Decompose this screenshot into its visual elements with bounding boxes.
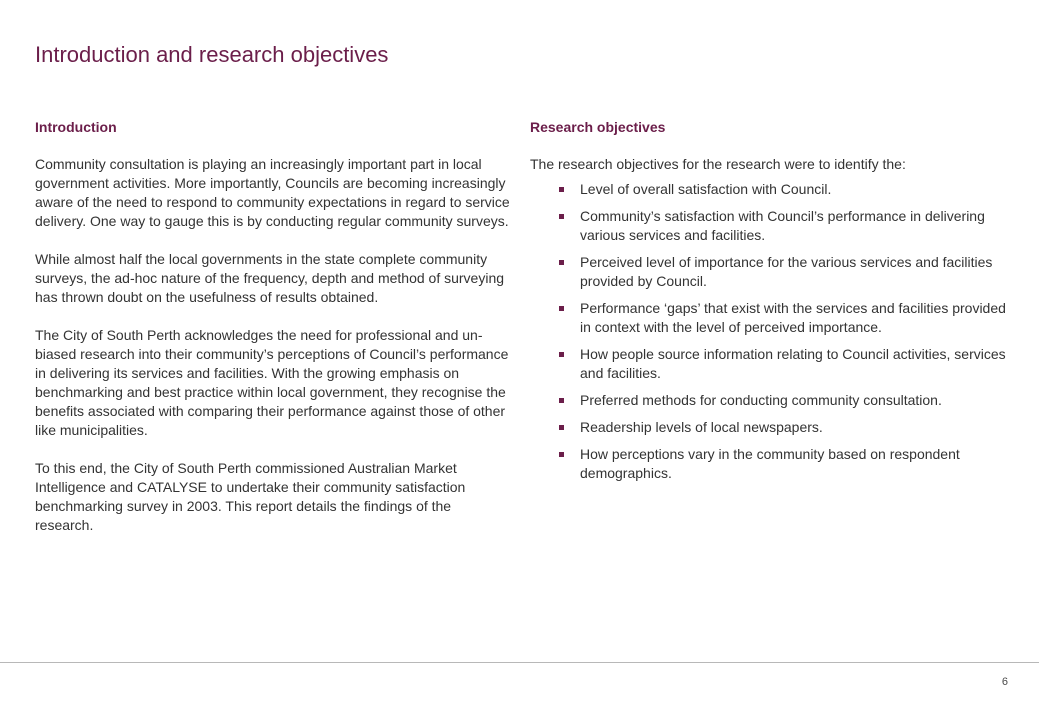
objective-text: Community’s satisfaction with Council’s performance in delivering various services and facilities. [580, 208, 985, 243]
square-bullet-icon [559, 260, 564, 265]
introduction-paragraph-4: To this end, the City of South Perth commissioned Australian Market Intelligence and CATALYSE to undertake their community satisfaction benchmarking survey in 2003. This report details the findings of the research. [35, 460, 466, 533]
objective-item [530, 253, 1010, 291]
objective-text: Level of overall satisfaction with Council. [580, 181, 832, 197]
square-bullet-icon [559, 352, 564, 357]
objectives-list [530, 180, 1010, 483]
research-objectives-intro: The research objectives for the research were to identify the: [530, 156, 906, 172]
objective-text: Readership levels of local newspapers. [580, 419, 823, 435]
objective-item [530, 345, 1010, 383]
page-number: 6 [1001, 676, 1008, 688]
objective-item [530, 207, 1010, 245]
objective-item [530, 445, 1010, 483]
footer-divider [0, 662, 1039, 663]
objective-item [530, 180, 1010, 199]
research-objectives-heading: Research objectives [530, 119, 666, 135]
objective-text: Preferred methods for conducting community consultation. [580, 392, 942, 408]
introduction-section [35, 118, 513, 554]
objective-item [530, 418, 1010, 437]
objective-text: How people source information relating to Council activities, services and facilities. [580, 346, 1006, 381]
square-bullet-icon [559, 425, 564, 430]
introduction-paragraph-1: Community consultation is playing an increasingly important part in local government activities. More importantly, Councils are becoming increasingly aware of the need to respond to community expectations in regard to service delivery. One way to gauge this is by conducting regular community surveys. [35, 156, 510, 229]
introduction-paragraph-3: The City of South Perth acknowledges the need for professional and un-biased research into their community’s perceptions of Council’s performance in delivering its services and facilities. With the growing emphasis on benchmarking and best practice within local government, they recognise the benefits associated with comparing their performance against those of other like municipalities. [35, 327, 509, 438]
objective-text: Performance ‘gaps’ that exist with the services and facilities provided in context with the level of perceived importance. [580, 300, 1006, 335]
square-bullet-icon [559, 214, 564, 219]
introduction-heading: Introduction [35, 119, 117, 135]
objective-item [530, 391, 1010, 410]
objective-text: Perceived level of importance for the various services and facilities provided by Council. [580, 254, 993, 289]
objective-text: How perceptions vary in the community based on respondent demographics. [580, 446, 960, 481]
square-bullet-icon [559, 187, 564, 192]
page-title: Introduction and research objectives [35, 42, 389, 67]
square-bullet-icon [559, 398, 564, 403]
objective-item [530, 299, 1010, 337]
research-objectives-section [530, 118, 1010, 491]
square-bullet-icon [559, 452, 564, 457]
square-bullet-icon [559, 306, 564, 311]
introduction-paragraph-2: While almost half the local governments in the state complete community surveys, the ad-hoc nature of the frequency, depth and method of surveying has thrown doubt on the usefulness of results obtained. [35, 251, 505, 305]
